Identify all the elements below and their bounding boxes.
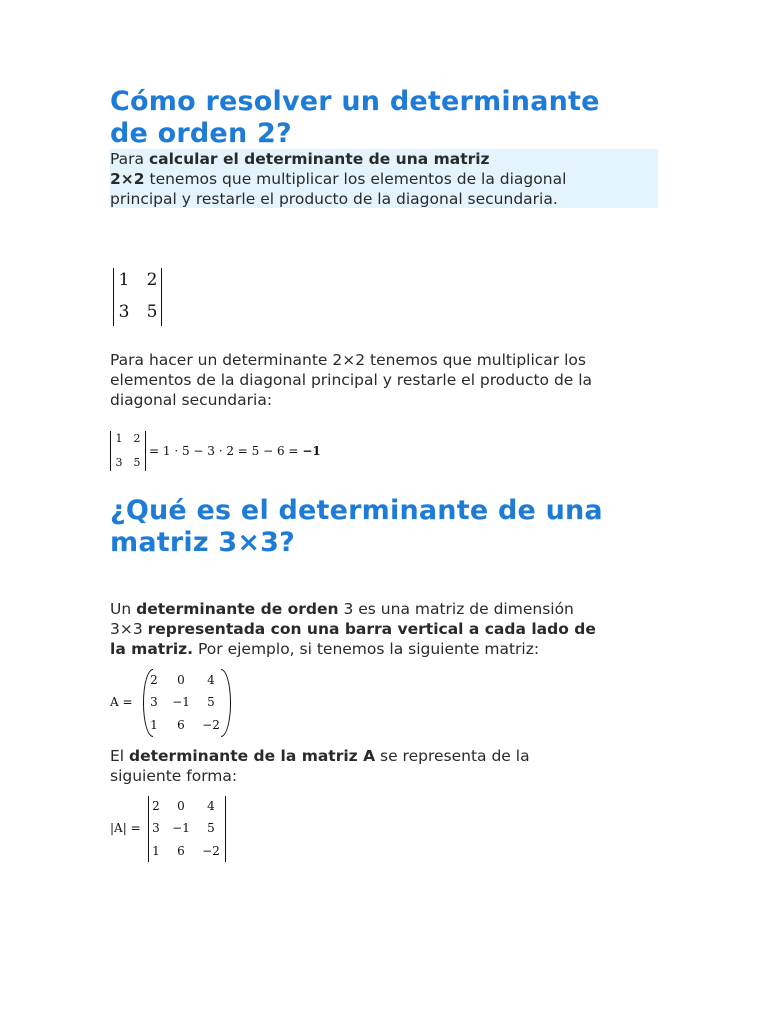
matrix-cell: 1 bbox=[152, 844, 160, 858]
explanation-paragraph bbox=[110, 350, 690, 410]
matrix-cell: 1 bbox=[118, 270, 130, 290]
matrix-cell: 2 bbox=[146, 270, 158, 290]
explanation-line: elementos de la diagonal principal y restarle el producto de la bbox=[110, 371, 593, 389]
matrix-cell: 3 bbox=[115, 456, 123, 469]
matrix-cell: 3 bbox=[118, 302, 130, 322]
definition-text: 3 es una matriz de dimensión bbox=[338, 600, 574, 618]
matrix-cell: −1 bbox=[172, 821, 190, 835]
definition-paragraph bbox=[110, 599, 690, 659]
intro-text: principal y restarle el producto de la diagonal secundaria. bbox=[110, 190, 558, 208]
formula-expression bbox=[149, 444, 321, 458]
definition-bold: la matriz. bbox=[110, 640, 194, 658]
heading-determinante-3x3 bbox=[110, 495, 603, 559]
matrix-cell: 5 bbox=[207, 821, 215, 835]
matrix-cell: 3 bbox=[150, 695, 158, 709]
matrix-cell: 4 bbox=[207, 673, 215, 687]
matrix-cell: 2 bbox=[150, 673, 158, 687]
matrix-cell: 6 bbox=[177, 718, 185, 732]
intro-bold: calcular el determinante de una matriz bbox=[148, 150, 490, 168]
explanation-line: Para hacer un determinante 2×2 tenemos que multiplicar los bbox=[110, 351, 586, 369]
definition-text: Un bbox=[110, 600, 137, 618]
matrix-cell: −2 bbox=[202, 844, 220, 858]
heading-line: de orden 2? bbox=[110, 118, 292, 149]
matrix-cell: 6 bbox=[177, 844, 185, 858]
matrix-cell: 5 bbox=[146, 302, 158, 322]
representation-text: siguiente forma: bbox=[110, 767, 238, 785]
intro-bold: 2×2 bbox=[110, 170, 145, 188]
matrix-cell: 5 bbox=[207, 695, 215, 709]
definition-bold: determinante de orden bbox=[136, 600, 339, 618]
definition-text: Por ejemplo, si tenemos la siguiente matriz: bbox=[193, 640, 540, 658]
matrix-cell: 2 bbox=[152, 799, 160, 813]
representation-paragraph bbox=[110, 746, 690, 786]
determinant-2x2-large bbox=[113, 268, 162, 326]
matrix-cell: 3 bbox=[152, 821, 160, 835]
matrix-cell: 1 bbox=[115, 432, 123, 445]
representation-bold: determinante de la matriz A bbox=[129, 747, 376, 765]
matrix-label: A = bbox=[110, 695, 133, 709]
matrix-cell: 0 bbox=[177, 799, 185, 813]
matrix-cell: 0 bbox=[177, 673, 185, 687]
heading-line: ¿Qué es el determinante de una bbox=[110, 495, 603, 526]
definition-bold: representada con una barra vertical a cada lado de bbox=[147, 620, 596, 638]
matrix-cell: 4 bbox=[207, 799, 215, 813]
matrix-cell: −1 bbox=[172, 695, 190, 709]
representation-text: El bbox=[110, 747, 130, 765]
matrix-cell: 1 bbox=[150, 718, 158, 732]
explanation-line: diagonal secundaria: bbox=[110, 391, 273, 409]
determinant-a-3x3 bbox=[148, 796, 226, 862]
formula-result: −1 bbox=[302, 444, 321, 458]
definition-text: 3×3 bbox=[110, 620, 148, 638]
matrix-cell: 2 bbox=[133, 432, 141, 445]
intro-text: Para bbox=[110, 150, 149, 168]
matrix-cell: 5 bbox=[133, 456, 141, 469]
heading-line: matriz 3×3? bbox=[110, 527, 296, 558]
representation-text: se representa de la bbox=[375, 747, 530, 765]
intro-text: tenemos que multiplicar los elementos de la diagonal bbox=[144, 170, 567, 188]
heading-line: Cómo resolver un determinante bbox=[110, 86, 600, 117]
formula-text: = 1 · 5 − 3 · 2 = 5 − 6 = bbox=[149, 444, 303, 458]
intro-paragraph bbox=[110, 149, 670, 209]
determinant-2x2-small bbox=[110, 431, 146, 471]
heading-determinante-orden-2 bbox=[110, 86, 600, 150]
matrix-cell: −2 bbox=[202, 718, 220, 732]
matrix-a-3x3 bbox=[143, 669, 231, 737]
determinant-label: |A| = bbox=[110, 821, 141, 835]
